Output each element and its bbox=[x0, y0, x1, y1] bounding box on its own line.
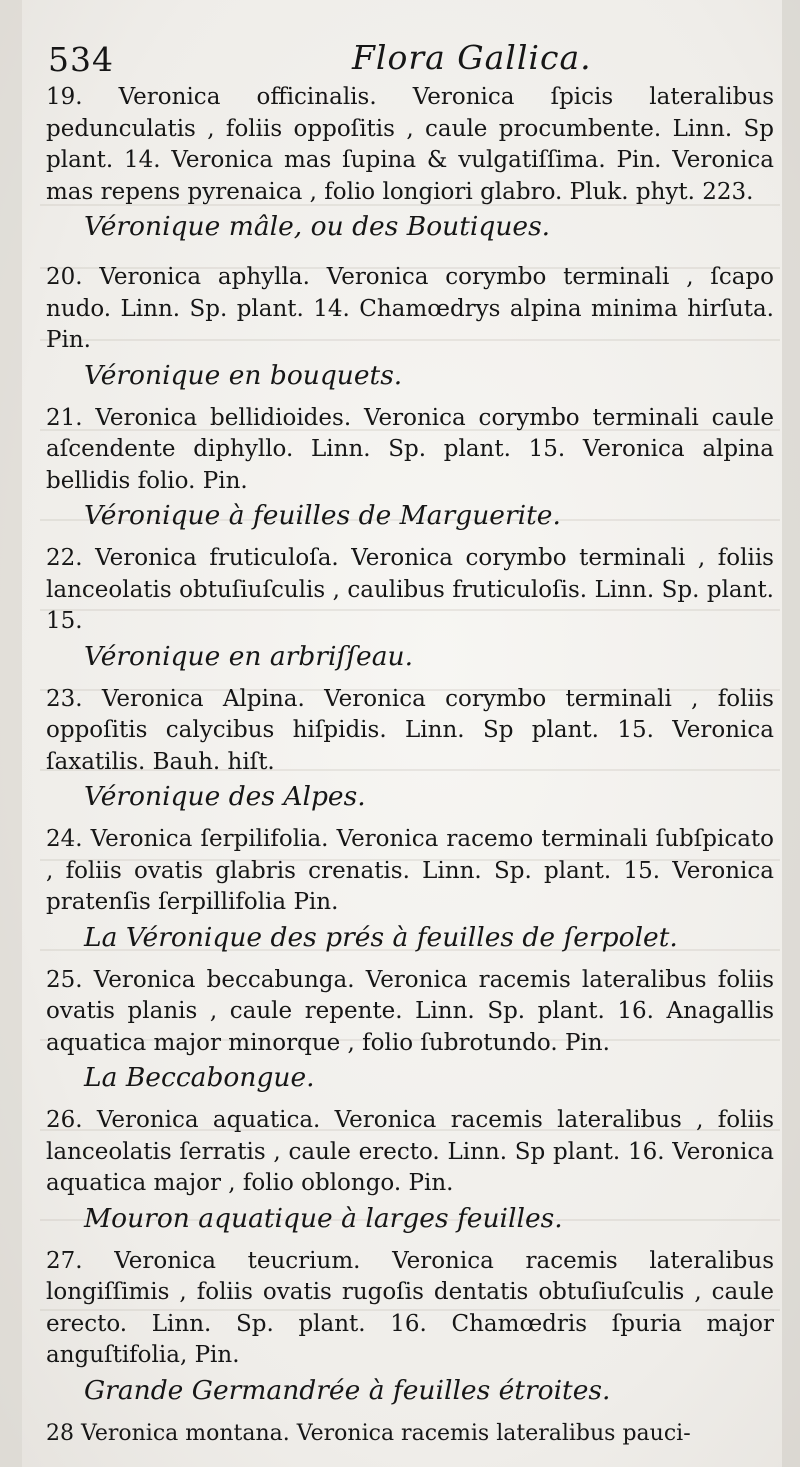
common-name: Véronique en bouquets. bbox=[84, 359, 403, 391]
trailing-entry-28: 28 Veronica montana. Veronica racemis lateralibus pauci- bbox=[46, 1420, 691, 1446]
species-entry-21 bbox=[46, 403, 774, 536]
species-entry-23 bbox=[46, 684, 774, 817]
common-name: Véronique en arbriſſeau. bbox=[84, 640, 414, 672]
running-title: Flora Gallica. bbox=[352, 38, 592, 77]
common-name: La Véronique des prés à feuilles de ſerpolet. bbox=[84, 921, 678, 953]
page-number: 534 bbox=[48, 40, 114, 79]
entry-text: 26. Veronica aquatica. Veronica racemis lateralibus , foliis lanceolatis ſerratis , caule erecto. Linn. Sp plant. 16. Veronica aquatica major , folio oblongo. Pin. bbox=[46, 1107, 774, 1196]
entry-text: 24. Veronica ſerpilifolia. Veronica racemo terminali ſubſpicato , foliis ovatis glabris crenatis. Linn. Sp. plant. 15. Veronica pratenſis ſerpillifolia Pin. bbox=[46, 826, 774, 915]
species-entry-27 bbox=[46, 1246, 774, 1410]
species-entry-24 bbox=[46, 824, 774, 957]
species-entry-22 bbox=[46, 543, 774, 676]
page-body bbox=[46, 82, 774, 1449]
species-entry-25 bbox=[46, 965, 774, 1098]
common-name: La Beccabongue. bbox=[84, 1062, 315, 1093]
entry-text: 20. Veronica aphylla. Veronica corymbo terminali , ſcapo nudo. Linn. Sp. plant. 14. Chamœdrys alpina minima hirſuta. Pin. bbox=[46, 264, 774, 353]
page-header bbox=[48, 38, 788, 86]
species-entry-20 bbox=[46, 262, 774, 395]
species-entry-19 bbox=[46, 82, 774, 246]
common-name: Véronique des Alpes. bbox=[84, 781, 366, 812]
common-name: Mouron aquatique à larges feuilles. bbox=[84, 1202, 563, 1234]
species-entry-26 bbox=[46, 1105, 774, 1238]
entry-text: 22. Veronica fruticuloſa. Veronica corymbo terminali , foliis lanceolatis obtuſiuſculis , caulibus fruticuloſis. Linn. Sp. plant. 15. bbox=[46, 545, 774, 634]
common-name: Grande Germandrée à feuilles étroites. bbox=[84, 1374, 611, 1406]
common-name: Véronique à feuilles de Marguerite. bbox=[84, 500, 561, 531]
entry-text: 21. Veronica bellidioides. Veronica corymbo terminali caule aſcendente diphyllo. Linn. Sp. plant. 15. Veronica alpina bellidis folio. Pin. bbox=[46, 404, 774, 494]
entry-text: 19. Veronica officinalis. Veronica ſpicis lateralibus pedunculatis , foliis oppoſitis , caule procumbente. Linn. Sp plant. 14. Veronica mas ſupina & vulgatiſſima. Pin. Veronica mas repens pyrenaica , folio longiori glabro. Pluk. phyt. 223. bbox=[46, 84, 774, 205]
entry-text: 27. Veronica teucrium. Veronica racemis lateralibus longiſſimis , foliis ovatis rugoſis dentatis obtuſiuſculis , caule erecto. Linn. Sp. plant. 16. Chamœdris ſpuria major anguſtifolia, Pin. bbox=[46, 1247, 774, 1368]
common-name: Véronique mâle, ou des Boutiques. bbox=[84, 211, 551, 242]
entry-text: 23. Veronica Alpina. Veronica corymbo terminali , foliis oppoſitis calycibus hiſpidis. Linn. Sp plant. 15. Veronica ſaxatilis. Bauh. hiſt. bbox=[46, 685, 774, 775]
entry-text: 25. Veronica beccabunga. Veronica racemis lateralibus foliis ovatis planis , caule repente. Linn. Sp. plant. 16. Anagallis aquatica major minorque , folio ſubrotundo. Pin. bbox=[46, 966, 774, 1056]
